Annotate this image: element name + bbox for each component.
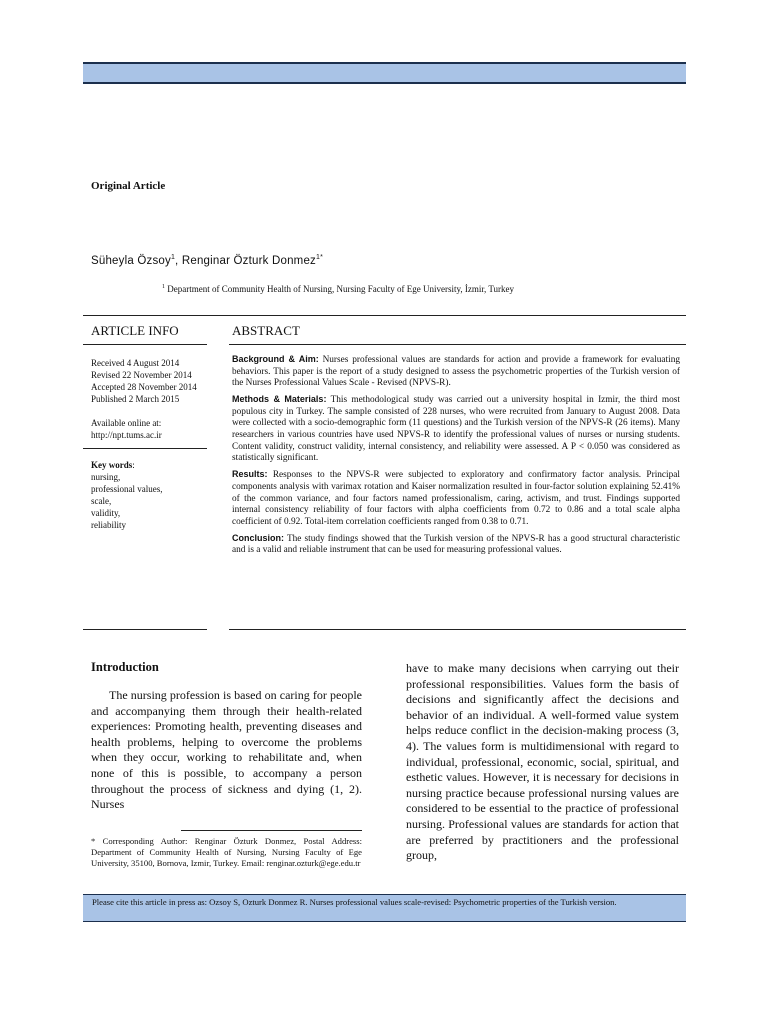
keyword: validity, — [91, 508, 121, 518]
abstract-section — [232, 394, 680, 465]
divider — [229, 629, 686, 630]
divider — [83, 315, 686, 316]
availability — [91, 417, 162, 441]
abstract-section-label: Background & Aim: — [232, 354, 319, 364]
header-bar — [83, 62, 686, 84]
abstract-section — [232, 533, 680, 557]
citation-bar: Please cite this article in press as: Ozsoy S, Ozturk Donmez R. Nurses professional values scale-revised: Psychometric properties of the Turkish version. — [83, 894, 686, 922]
authors: Süheyla Özsoy$^1$, Renginar Özturk Donmez$^{1*}$ — [91, 254, 324, 267]
date-accepted: Accepted 28 November 2014 — [91, 382, 197, 392]
date-published: Published 2 March 2015 — [91, 394, 180, 404]
abstract-section-text: Responses to the NPVS-R were subjected to exploratory and confirmatory factor analysis. Principal components analysis with varimax rotation and Kaiser normalization resulted in four-factor solution explaining 52.41% of the common variance, and four factors named professionalism, caring, activism, and trust. Findings supported internal consistency reliability of four factors with alpha coefficients from 0.72 to 0.86 and a total scale alpha coefficient of 0.92. Total-item correlation coefficients ranged from 0.38 to 0.71. — [232, 470, 680, 527]
keyword: nursing, — [91, 472, 121, 482]
keyword: professional values, — [91, 484, 163, 494]
author-affiliation-mark: 1 — [170, 254, 176, 261]
article-type: Original Article — [91, 180, 166, 192]
abstract-section — [232, 354, 680, 390]
footnote-rule — [181, 830, 362, 831]
abstract-body — [232, 354, 680, 562]
journal-url-link[interactable]: http://npt.tums.ac.ir — [91, 430, 162, 440]
introduction-right-column — [406, 661, 679, 864]
divider — [83, 448, 207, 449]
abstract-section-label: Results: — [232, 469, 268, 480]
article-info-heading: ARTICLE INFO — [91, 323, 179, 338]
available-label: Available online at: — [91, 418, 162, 428]
abstract-section-label: Methods & Materials: — [232, 394, 327, 405]
abstract-section-text: This methodological study was carried out a university hospital in Izmir, the third most populous city in Turkey. The sample consisted of 228 nurses, who were recruited from January to August 2008. Data were collected with a socio-demographic form (11 questions) and the Turkish version of the NPVS-R (26 items). Many researchers in various countries have used NPVS-R to identify the professional values of nurses or nursing students. Content validity, construct validity, internal consistency, and reliability were assessed. A P < 0.050 was considered as statistically significant. — [232, 395, 681, 464]
author-name: Renginar Özturk Donmez — [181, 254, 316, 267]
keywords: Key words: nursing, professional values, scale, validity, reliability — [91, 460, 163, 530]
author-affiliation-mark: 1* — [316, 254, 324, 261]
divider — [83, 629, 207, 630]
affiliation-text: Department of Community Health of Nursing, Nursing Faculty of Ege University, İzmir, Turkey — [167, 284, 515, 294]
introduction-heading: Introduction — [91, 660, 159, 674]
abstract-section-text: The study findings showed that the Turkish version of the NPVS-R has a good structural characteristic and is a valid and reliable instrument that can be used for measuring professional values. — [232, 533, 680, 556]
affiliation-mark: 1 — [162, 284, 165, 290]
affiliation — [162, 284, 514, 294]
keywords-label: Key words — [91, 460, 133, 470]
abstract-heading: ABSTRACT — [232, 323, 300, 338]
article-dates — [91, 357, 197, 405]
author-name: Süheyla Özsoy — [91, 254, 171, 267]
corresponding-author-footnote: * Corresponding Author: Renginar Özturk Donmez, Postal Address: Department of Community Health of Nursing, Nursing Faculty of Ege University, 35100, Bornova, Izmir, Turkey. Email: renginar.ozturk@ege.edu.tr — [91, 836, 362, 868]
keyword: scale, — [91, 496, 112, 506]
date-received: Received 4 August 2014 — [91, 358, 180, 368]
abstract-section — [232, 469, 680, 528]
body-paragraph: The nursing profession is based on caring for people and accompanying them through their health-related experiences: Promoting health, preventing diseases and health problems, helping to overcome the problems when they occur, working to rehabilitate and, when none of this is possible, to accompany a person throughout the process of sickness and dying (1, 2). Nurses — [91, 688, 362, 812]
keyword: reliability — [91, 520, 126, 530]
introduction-left-column — [91, 688, 362, 813]
abstract-section-label: Conclusion: — [232, 532, 284, 543]
body-paragraph: have to make many decisions when carrying out their professional responsibilities. Values form the basis of decisions and significantly affect the decisions and behavior of an individual. A well-formed value system helps reduce conflict in the decision-making process (3, 4). The values form is multidimensional with regard to individual, professional, economic, social, spiritual, and esthetic values. However, it is necessary for decisions in nursing practice because professional nursing values are considered to be essential to the practice of professional nursing. Professional values are standards for action that are preferred by practitioners and the professional group, — [406, 661, 679, 863]
divider — [83, 344, 207, 345]
divider — [229, 344, 686, 345]
date-revised: Revised 22 November 2014 — [91, 370, 192, 380]
abstract-section-text: Nurses professional values are standards for action and provide a framework for evaluating behaviors. This paper is the report of a study designed to assess the psychometric properties of the Turkish version of the Nurses Professional Values Scale - Revised (NPVS-R). — [232, 355, 681, 389]
